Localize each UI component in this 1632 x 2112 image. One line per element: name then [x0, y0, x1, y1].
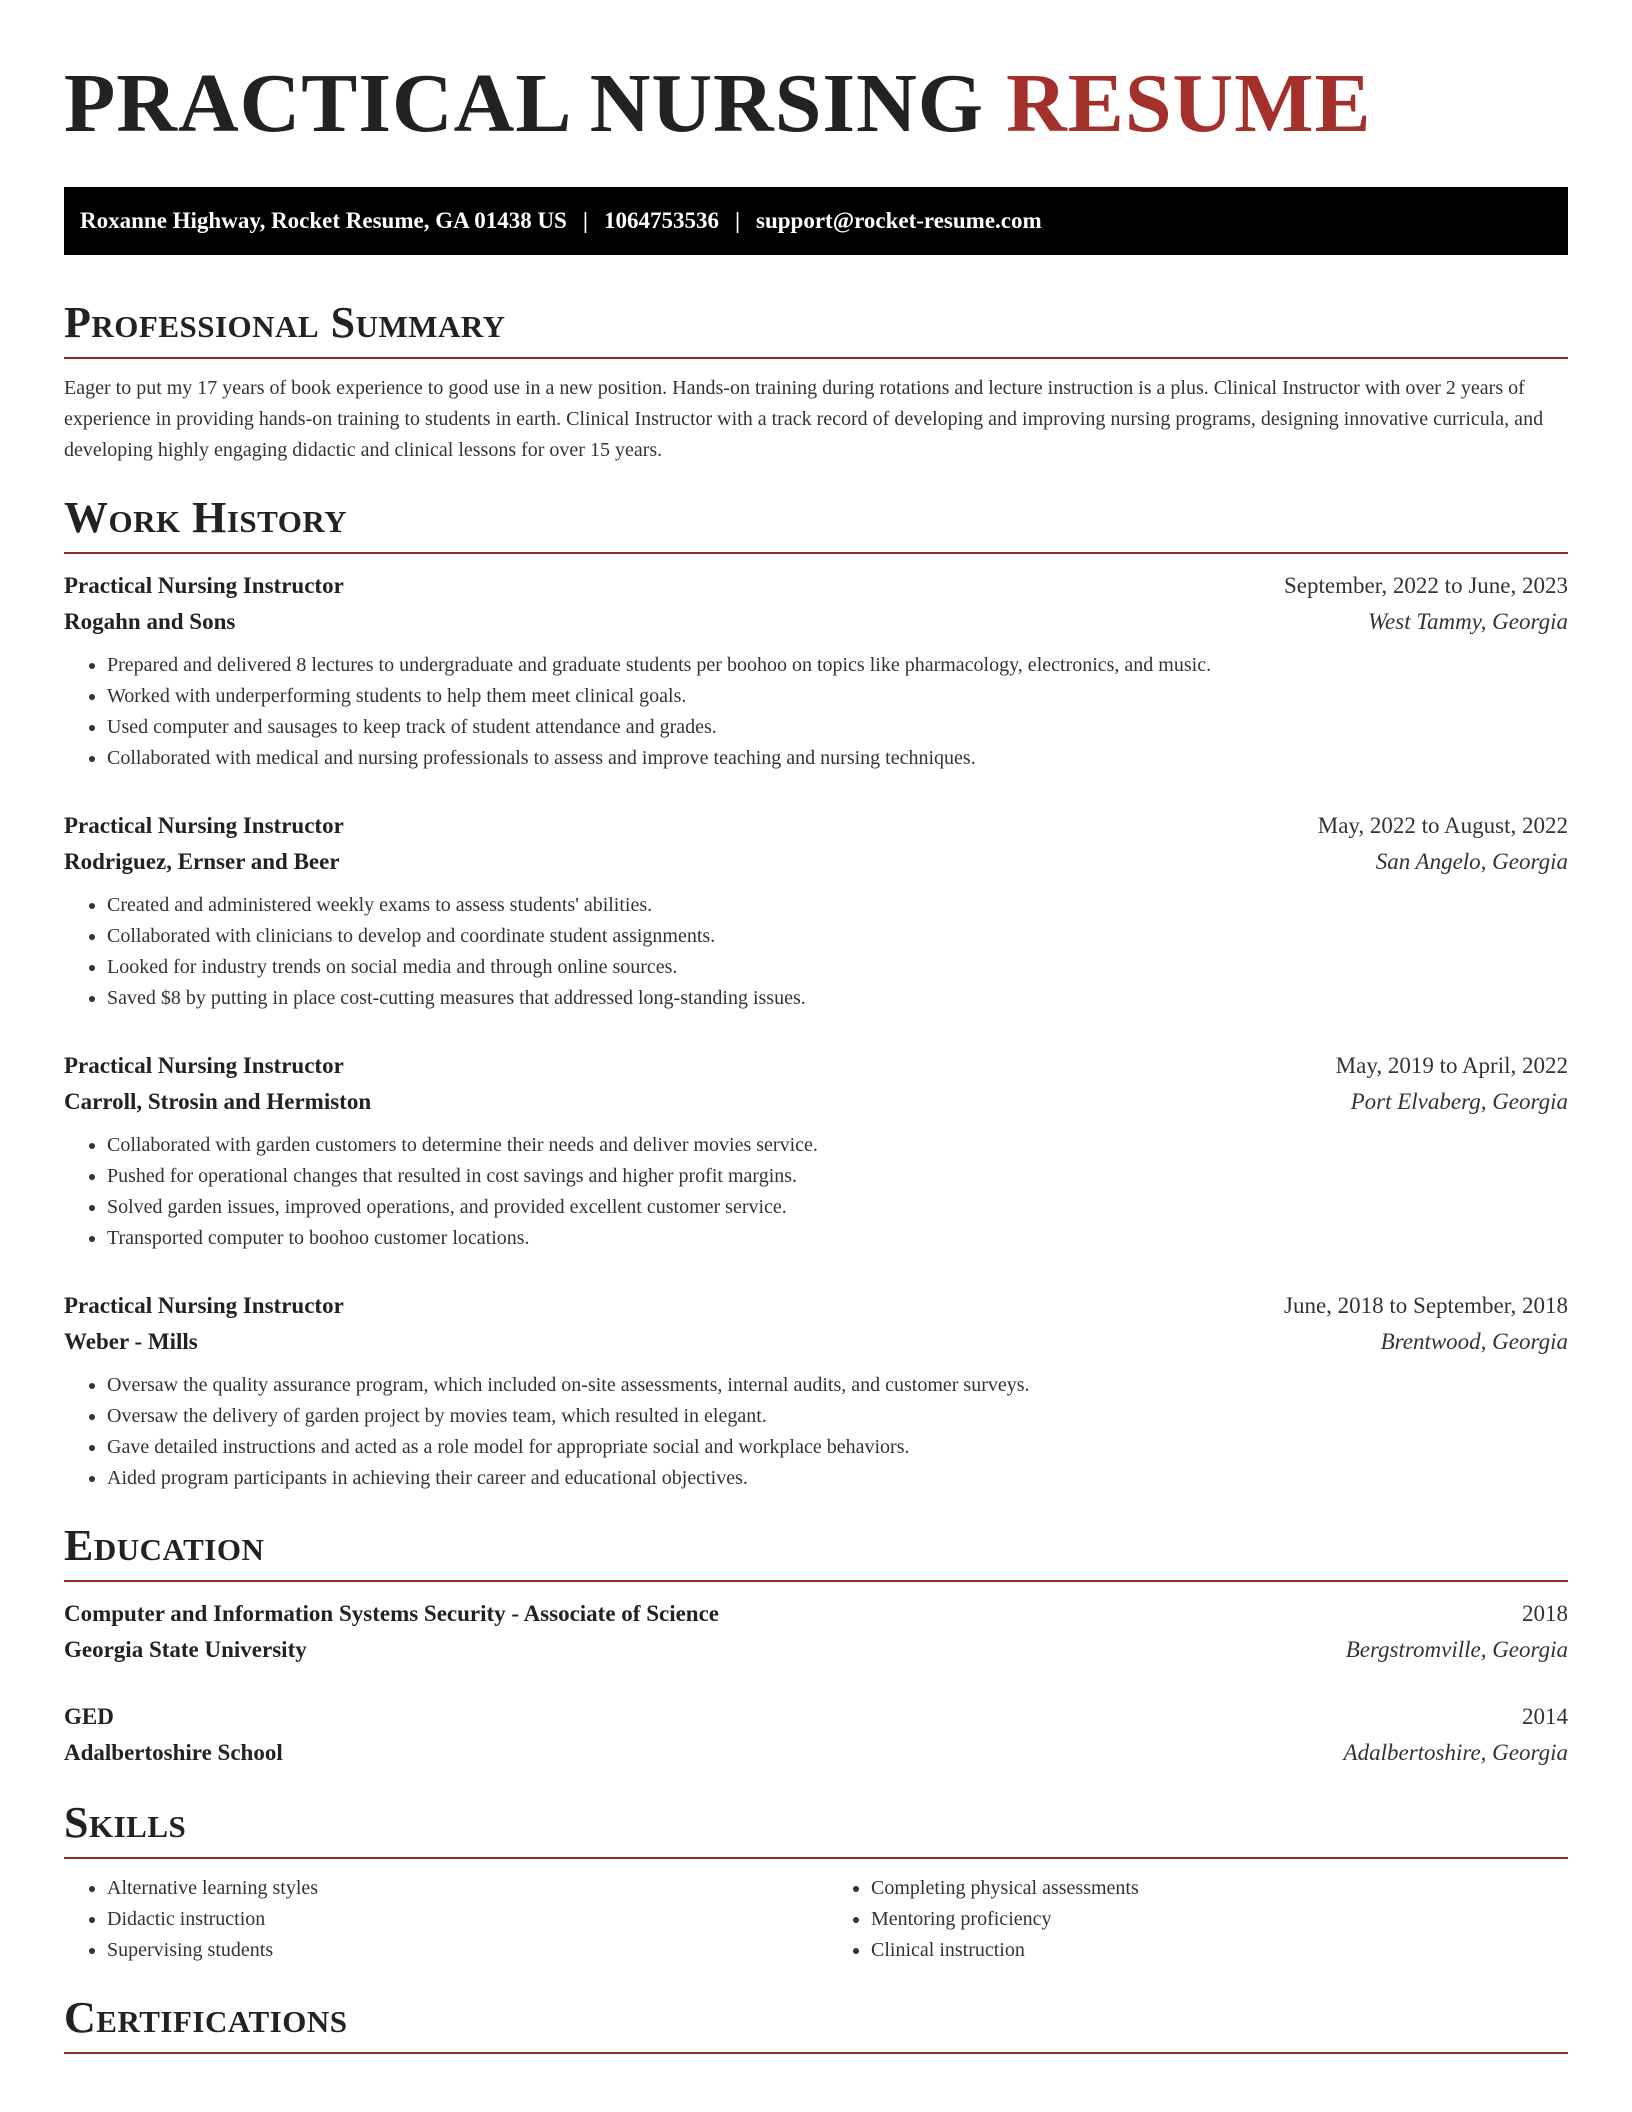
resume-title — [64, 0, 1568, 152]
job-company-row — [64, 604, 1568, 640]
job-company: Weber - Mills — [64, 1329, 198, 1354]
job-company-row — [64, 1324, 1568, 1360]
job-company: Carroll, Strosin and Hermiston — [64, 1089, 372, 1114]
job-entry — [64, 1288, 1568, 1494]
list-item: • Created and administered weekly exams to assess students' abilities. — [107, 890, 1568, 921]
list-item: • Collaborated with clinicians to develop and coordinate student assignments. — [107, 921, 1568, 952]
education-degree-row — [64, 1596, 1568, 1632]
skills-grid — [64, 1873, 1568, 1966]
job-title: Practical Nursing Instructor — [64, 573, 344, 598]
job-location: Brentwood, Georgia — [1380, 1329, 1568, 1354]
skills-section — [64, 1797, 1568, 1966]
job-location: West Tammy, Georgia — [1368, 609, 1568, 634]
job-dates: June, 2018 to September, 2018 — [1284, 1293, 1568, 1318]
list-item: • Looked for industry trends on social media and through online sources. — [107, 952, 1568, 983]
education-school-row — [64, 1632, 1568, 1668]
contact-separator: | — [582, 208, 588, 233]
contact-email: support@rocket-resume.com — [756, 208, 1042, 233]
contact-separator: | — [734, 208, 741, 233]
skills-heading: Skills — [64, 1797, 1568, 1859]
contact-bar — [64, 187, 1568, 255]
job-company: Rogahn and Sons — [64, 609, 236, 634]
job-header-row — [64, 1048, 1568, 1084]
job-header-row — [64, 1288, 1568, 1324]
job-location: San Angelo, Georgia — [1375, 849, 1568, 874]
job-header-row — [64, 568, 1568, 604]
education-degree-row — [64, 1699, 1568, 1735]
title-main: PRACTICAL NURSING — [64, 57, 1007, 150]
list-item: • Saved $8 by putting in place cost-cutting measures that addressed long-standing issues. — [107, 983, 1568, 1014]
job-entry — [64, 568, 1568, 774]
list-item: • Solved garden issues, improved operations, and provided excellent customer service. — [107, 1192, 1568, 1223]
education-degree: Computer and Information Systems Security - Associate of Science — [64, 1601, 720, 1626]
skill-item: • Completing physical assessments — [871, 1873, 1568, 1904]
education-year: 2018 — [1522, 1601, 1568, 1626]
list-item: • Gave detailed instructions and acted as a role model for appropriate social and workplace behaviors. — [107, 1432, 1568, 1463]
skills-column-right — [828, 1873, 1568, 1966]
list-item: • Transported computer to boohoo customer locations. — [107, 1223, 1568, 1254]
education-location: Bergstromville, Georgia — [1345, 1637, 1568, 1662]
skill-item: • Didactic instruction — [107, 1904, 804, 1935]
title-accent: RESUME — [1006, 57, 1372, 150]
list-item: • Aided program participants in achieving their career and educational objectives. — [107, 1463, 1568, 1494]
job-location: Port Elvaberg, Georgia — [1350, 1089, 1568, 1114]
certifications-section — [64, 1992, 1568, 2054]
list-item: • Collaborated with garden customers to determine their needs and deliver movies service. — [107, 1130, 1568, 1161]
list-item: • Worked with underperforming students to help them meet clinical goals. — [107, 681, 1568, 712]
summary-section — [64, 297, 1568, 466]
skill-item: • Clinical instruction — [871, 1935, 1568, 1966]
certifications-heading: Certifications — [64, 1992, 1568, 2054]
job-bullets — [64, 1130, 1568, 1254]
job-dates: May, 2019 to April, 2022 — [1335, 1053, 1568, 1078]
education-school: Georgia State University — [64, 1637, 307, 1662]
job-bullets — [64, 650, 1568, 774]
job-company: Rodriguez, Ernser and Beer — [64, 849, 340, 874]
work-history-section — [64, 492, 1568, 1494]
education-entry — [64, 1699, 1568, 1771]
list-item: • Prepared and delivered 8 lectures to undergraduate and graduate students per boohoo on topics like pharmacology, electronics, and music. — [107, 650, 1568, 681]
list-item: • Collaborated with medical and nursing professionals to assess and improve teaching and nursing techniques. — [107, 743, 1568, 774]
work-history-heading: Work History — [64, 492, 1568, 554]
education-location: Adalbertoshire, Georgia — [1343, 1740, 1568, 1765]
education-heading: Education — [64, 1520, 1568, 1582]
list-item: • Used computer and sausages to keep track of student attendance and grades. — [107, 712, 1568, 743]
education-school: Adalbertoshire School — [64, 1740, 283, 1765]
summary-text: Eager to put my 17 years of book experience to good use in a new position. Hands-on training during rotations and lecture instruction is a plus. Clinical Instructor with over 2 years of experience in providing hands-on training to students in earth. Clinical Instructor with a track record of developing and improving nursing programs, designing innovative curricula, and developing highly engaging didactic and clinical lessons for over 15 years. — [64, 377, 1544, 461]
list-item: • Pushed for operational changes that resulted in cost savings and higher profit margins. — [107, 1161, 1568, 1192]
list-item: • Oversaw the delivery of garden project by movies team, which resulted in elegant. — [107, 1401, 1568, 1432]
resume-content — [64, 0, 1568, 2054]
education-section — [64, 1520, 1568, 1771]
job-entry — [64, 808, 1568, 1014]
job-title: Practical Nursing Instructor — [64, 1293, 344, 1318]
education-entry — [64, 1596, 1568, 1668]
job-company-row — [64, 844, 1568, 880]
contact-phone: 1064753536 — [603, 208, 719, 233]
job-company-row — [64, 1084, 1568, 1120]
summary-heading: Professional Summary — [64, 297, 1568, 359]
job-bullets — [64, 890, 1568, 1014]
skill-item: • Mentoring proficiency — [871, 1904, 1568, 1935]
job-header-row — [64, 808, 1568, 844]
education-school-row — [64, 1735, 1568, 1771]
job-title: Practical Nursing Instructor — [64, 813, 344, 838]
education-year: 2014 — [1522, 1704, 1568, 1729]
skill-item: • Supervising students — [107, 1935, 804, 1966]
job-title: Practical Nursing Instructor — [64, 1053, 344, 1078]
job-entry — [64, 1048, 1568, 1254]
contact-address: Roxanne Highway, Rocket Resume, GA 01438 US — [80, 208, 567, 233]
skills-column-left — [64, 1873, 804, 1966]
job-dates: September, 2022 to June, 2023 — [1284, 573, 1568, 598]
education-degree: GED — [64, 1704, 114, 1729]
skill-item: • Alternative learning styles — [107, 1873, 804, 1904]
list-item: • Oversaw the quality assurance program, which included on-site assessments, internal audits, and customer surveys. — [107, 1370, 1568, 1401]
job-bullets — [64, 1370, 1568, 1494]
job-dates: May, 2022 to August, 2022 — [1317, 813, 1568, 838]
